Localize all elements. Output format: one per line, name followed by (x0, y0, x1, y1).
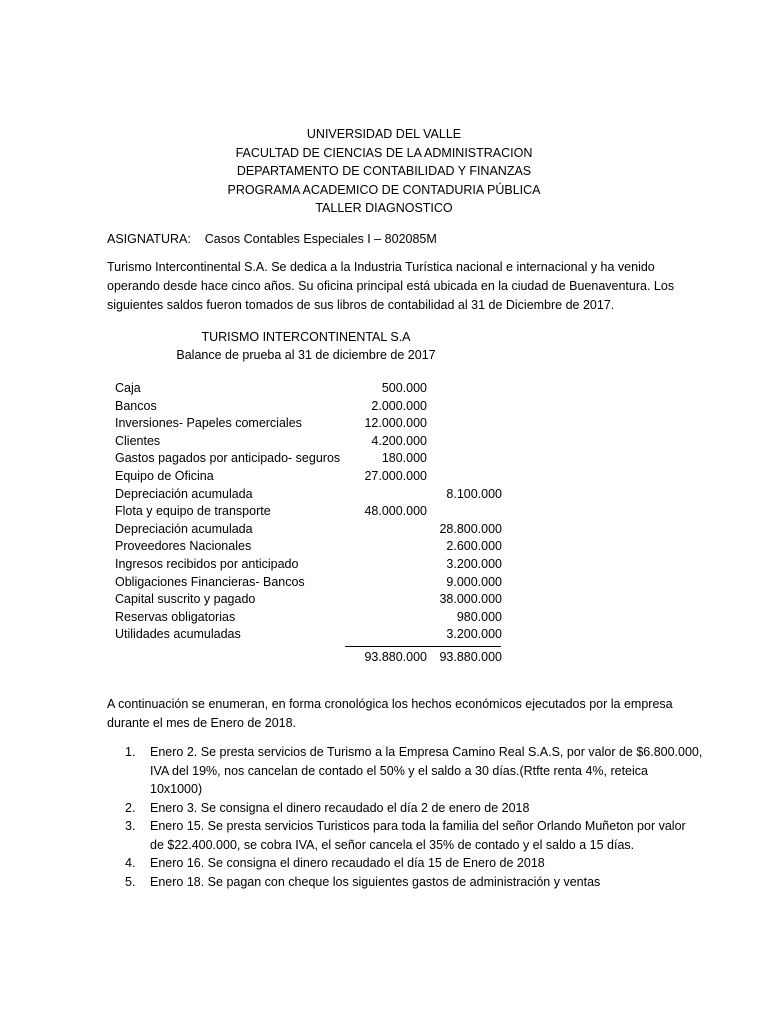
account-name: Capital suscrito y pagado (115, 592, 256, 607)
trial-balance-row (115, 380, 505, 398)
trial-balance-table (115, 380, 505, 644)
account-name: Flota y equipo de transporte (115, 504, 271, 519)
event-text-line: IVA del 19%, nos cancelan de contado el 50% y el saldo a 30 días.(Rtfte renta 4%, reteica (150, 763, 648, 778)
intro-line: Turismo Intercontinental S.A. Se dedica a la Industria Turística nacional e internacional y ha venido (107, 260, 655, 274)
credit-amount: 9.000.000 (446, 574, 502, 589)
debit-amount: 2.000.000 (371, 398, 427, 413)
account-name: Caja (115, 381, 141, 395)
event-item (125, 743, 725, 799)
account-name: Bancos (115, 398, 157, 413)
debit-amount: 12.000.000 (364, 416, 427, 431)
debit-amount: 48.000.000 (364, 504, 427, 519)
account-name: Depreciación acumulada (115, 486, 253, 501)
account-name: Utilidades acumuladas (115, 627, 241, 642)
event-number: 3. (125, 819, 136, 833)
event-text-line: Enero 3. Se consigna el dinero recaudado el día 2 de enero de 2018 (150, 800, 530, 815)
balance-subtitle: Balance de prueba al 31 de diciembre de 2017 (176, 348, 436, 362)
event-text-line: Enero 2. Se presta servicios de Turismo a la Empresa Camino Real S.A.S, por valor de $6.800.000, (150, 745, 703, 759)
balance-company: TURISMO INTERCONTINENTAL S.A (201, 330, 411, 344)
account-name: Ingresos recibidos por anticipado (115, 556, 299, 571)
event-text-line: Enero 18. Se pagan con cheque los siguientes gastos de administración y ventas (150, 874, 601, 889)
event-number: 5. (125, 874, 136, 889)
trial-balance-row (115, 609, 505, 627)
intro-line: operando desde hace cinco años. Su oficina principal está ubicada en la ciudad de Buenaventura. Los (107, 279, 675, 293)
event-item (125, 799, 725, 818)
trial-balance-row (115, 521, 505, 539)
account-name: Obligaciones Financieras- Bancos (115, 574, 305, 589)
account-name: Clientes (115, 433, 161, 448)
credit-amount: 8.100.000 (446, 486, 502, 501)
event-text-line: Enero 16. Se consigna el dinero recaudado el día 15 de Enero de 2018 (150, 856, 545, 870)
trial-balance-row (115, 415, 505, 433)
header-department: DEPARTAMENTO DE CONTABILIDAD Y FINANZAS (236, 164, 532, 178)
debit-amount: 500.000 (381, 381, 427, 395)
events-intro-line: durante el mes de Enero de 2018. (107, 716, 297, 730)
trial-balance-row (115, 450, 505, 468)
trial-balance-row (115, 398, 505, 416)
debit-amount: 27.000.000 (364, 468, 427, 483)
account-name: Gastos pagados por anticipado- seguros (115, 451, 341, 466)
event-item (125, 817, 725, 854)
account-name: Proveedores Nacionales (115, 539, 252, 554)
trial-balance-row (115, 574, 505, 592)
total-debit: 93.880.000 (364, 650, 427, 664)
event-item (125, 873, 725, 892)
credit-amount: 28.800.000 (439, 521, 502, 536)
account-name: Reservas obligatorias (115, 609, 236, 624)
trial-balance-row (115, 556, 505, 574)
credit-amount: 2.600.000 (446, 539, 502, 554)
trial-balance-row (115, 433, 505, 451)
event-text-line: de $22.400.000, se cobra IVA, el señor cancela el 35% de contado y el saldo a 15 días. (150, 837, 635, 852)
event-number: 1. (125, 745, 136, 759)
event-number: 4. (125, 856, 136, 870)
trial-balance-row (115, 591, 505, 609)
events-intro-paragraph (107, 695, 673, 733)
trial-balance-row (115, 486, 505, 504)
trial-balance-row (115, 538, 505, 556)
events-list (125, 743, 725, 891)
account-name: Inversiones- Papeles comerciales (115, 416, 302, 431)
trial-balance-row (115, 626, 505, 644)
document-header (0, 125, 768, 218)
event-text-line: Enero 15. Se presta servicios Turisticos para toda la familia del señor Orlando Muñeton por valor (150, 819, 686, 833)
course-label: ASIGNATURA: (107, 232, 191, 246)
credit-amount: 980.000 (456, 609, 502, 624)
totals-rule (345, 646, 501, 647)
events-intro-line: A continuación se enumeran, en forma cronológica los hechos económicos ejecutados por la empresa (107, 697, 673, 711)
event-item (125, 854, 725, 873)
trial-balance-row (115, 468, 505, 486)
credit-amount: 3.200.000 (446, 556, 502, 571)
trial-balance-totals (115, 648, 505, 666)
header-title: TALLER DIAGNOSTICO (315, 201, 453, 215)
credit-amount: 38.000.000 (439, 592, 502, 607)
debit-amount: 180.000 (381, 451, 427, 466)
event-text-line: 10x1000) (150, 782, 203, 796)
account-name: Equipo de Oficina (115, 468, 214, 483)
header-faculty: FACULTAD DE CIENCIAS DE LA ADMINISTRACION (235, 145, 533, 160)
course-value: Casos Contables Especiales I – 802085M (204, 232, 437, 246)
intro-line: siguientes saldos fueron tomados de sus libros de contabilidad al 31 de Diciembre de 2017. (107, 298, 615, 312)
total-credit: 93.880.000 (439, 650, 502, 664)
course-line (107, 230, 437, 248)
event-number: 2. (125, 800, 136, 815)
header-program: PROGRAMA ACADEMICO DE CONTADURIA PÚBLICA (227, 182, 541, 197)
trial-balance-row (115, 503, 505, 521)
header-university: UNIVERSIDAD DEL VALLE (306, 127, 462, 141)
account-name: Depreciación acumulada (115, 521, 253, 536)
credit-amount: 3.200.000 (446, 627, 502, 642)
debit-amount: 4.200.000 (371, 433, 427, 448)
intro-paragraph (107, 258, 675, 315)
